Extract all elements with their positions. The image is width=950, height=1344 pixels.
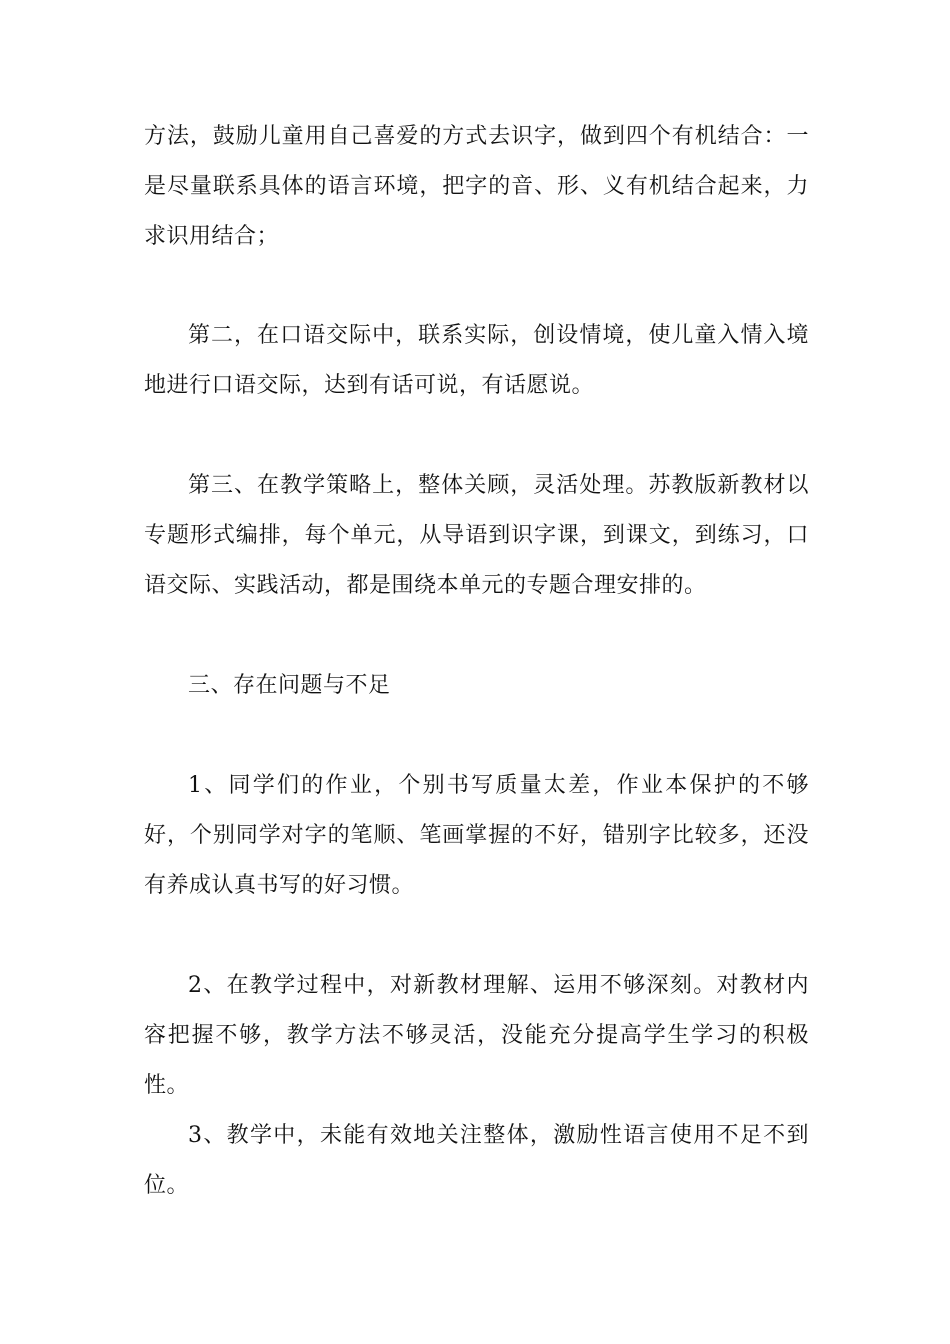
- paragraph-problem-1: 1、同学们的作业，个别书写质量太差，作业本保护的不够好，个别同学对字的笔顺、笔画掌握的不好，错别字比较多，还没有养成认真书写的好习惯。: [144, 773, 809, 898]
- section-heading-problems: 三、存在问题与不足: [188, 673, 391, 698]
- paragraph-second-point: 第二，在口语交际中，联系实际，创设情境，使儿童入情入境地进行口语交际，达到有话可说，有话愿说。: [144, 323, 809, 398]
- paragraph-continuation: 方法，鼓励儿童用自己喜爱的方式去识字，做到四个有机结合：一是尽量联系具体的语言环境，把字的音、形、义有机结合起来，力求识用结合；: [144, 124, 809, 249]
- paragraph-problem-3: 3、教学中，未能有效地关注整体，激励性语言使用不足不到位。: [144, 1123, 809, 1198]
- paragraph-problem-2: 2、在教学过程中，对新教材理解、运用不够深刻。对教材内容把握不够，教学方法不够灵活，没能充分提高学生学习的积极性。: [144, 973, 809, 1098]
- paragraph-third-point: 第三、在教学策略上，整体关顾，灵活处理。苏教版新教材以专题形式编排，每个单元，从导语到识字课，到课文，到练习，口语交际、实践活动，都是围绕本单元的专题合理安排的。: [144, 473, 809, 598]
